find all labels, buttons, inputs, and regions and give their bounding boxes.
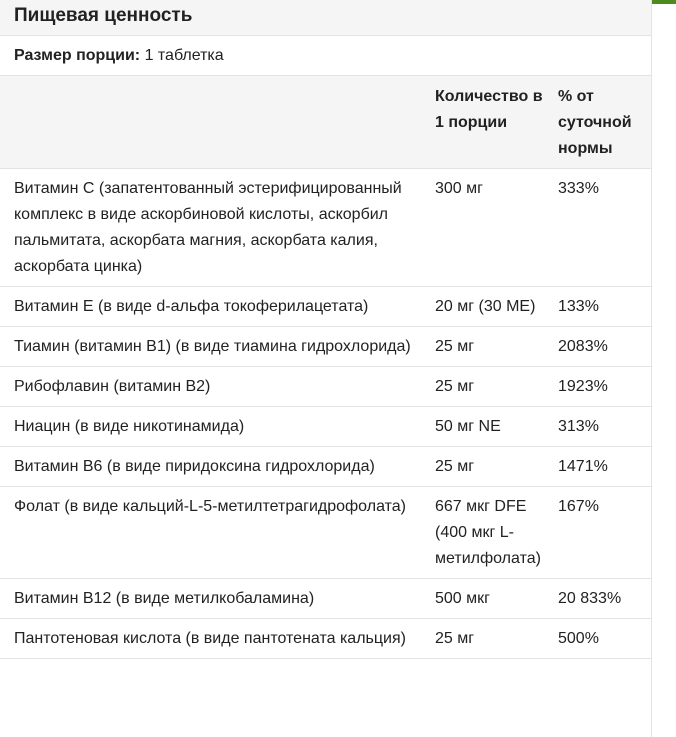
nutrient-name: Витамин B6 (в виде пиридоксина гидрохлорида) (0, 447, 421, 487)
nutrient-amount: 25 мг (421, 619, 548, 659)
header-daily-value: % от суточной нормы (548, 76, 651, 169)
nutrition-table (0, 76, 651, 659)
nutrient-name: Витамин E (в виде d-альфа токоферилацетата) (0, 287, 421, 327)
table-row (0, 169, 651, 287)
nutrient-daily-value: 20 833% (548, 579, 651, 619)
nutrient-name: Витамин B12 (в виде метилкобаламина) (0, 579, 421, 619)
serving-size-row (0, 36, 651, 76)
table-row (0, 619, 651, 659)
nutrient-daily-value: 2083% (548, 327, 651, 367)
nutrient-daily-value: 313% (548, 407, 651, 447)
nutrient-amount: 50 мг NE (421, 407, 548, 447)
table-row (0, 367, 651, 407)
nutrient-name: Пантотеновая кислота (в виде пантотената кальция) (0, 619, 421, 659)
nutrient-amount: 20 мг (30 ME) (421, 287, 548, 327)
nutrient-daily-value: 167% (548, 487, 651, 579)
nutrient-daily-value: 500% (548, 619, 651, 659)
nutrient-amount: 667 мкг DFE (400 мкг L-метилфолата) (421, 487, 548, 579)
table-header-row (0, 76, 651, 169)
nutrient-daily-value: 1471% (548, 447, 651, 487)
panel-title: Пищевая ценность (0, 0, 651, 36)
table-row (0, 579, 651, 619)
table-row (0, 487, 651, 579)
nutrient-daily-value: 333% (548, 169, 651, 287)
table-row (0, 287, 651, 327)
nutrient-amount: 500 мкг (421, 579, 548, 619)
nutrient-daily-value: 133% (548, 287, 651, 327)
nutrient-amount: 300 мг (421, 169, 548, 287)
table-row (0, 447, 651, 487)
header-amount: Количество в 1 порции (421, 76, 548, 169)
header-nutrient (0, 76, 421, 169)
nutrient-name: Витамин C (запатентованный эстерифицированный комплекс в виде аскорбиновой кислоты, аскорбил пальмитата, аскорбата магния, аскорбата калия, аскорбата цинка) (0, 169, 421, 287)
table-row (0, 327, 651, 367)
nutrient-amount: 25 мг (421, 327, 548, 367)
nutrient-name: Рибофлавин (витамин B2) (0, 367, 421, 407)
serving-size-label: Размер порции: (14, 47, 141, 64)
serving-size-value: 1 таблетка (144, 47, 224, 64)
nutrient-name: Ниацин (в виде никотинамида) (0, 407, 421, 447)
nutrient-name: Тиамин (витамин B1) (в виде тиамина гидрохлорида) (0, 327, 421, 367)
table-row (0, 407, 651, 447)
nutrient-amount: 25 мг (421, 447, 548, 487)
nutrient-amount: 25 мг (421, 367, 548, 407)
nutrient-name: Фолат (в виде кальций-L-5-метилтетрагидрофолата) (0, 487, 421, 579)
nutrient-daily-value: 1923% (548, 367, 651, 407)
